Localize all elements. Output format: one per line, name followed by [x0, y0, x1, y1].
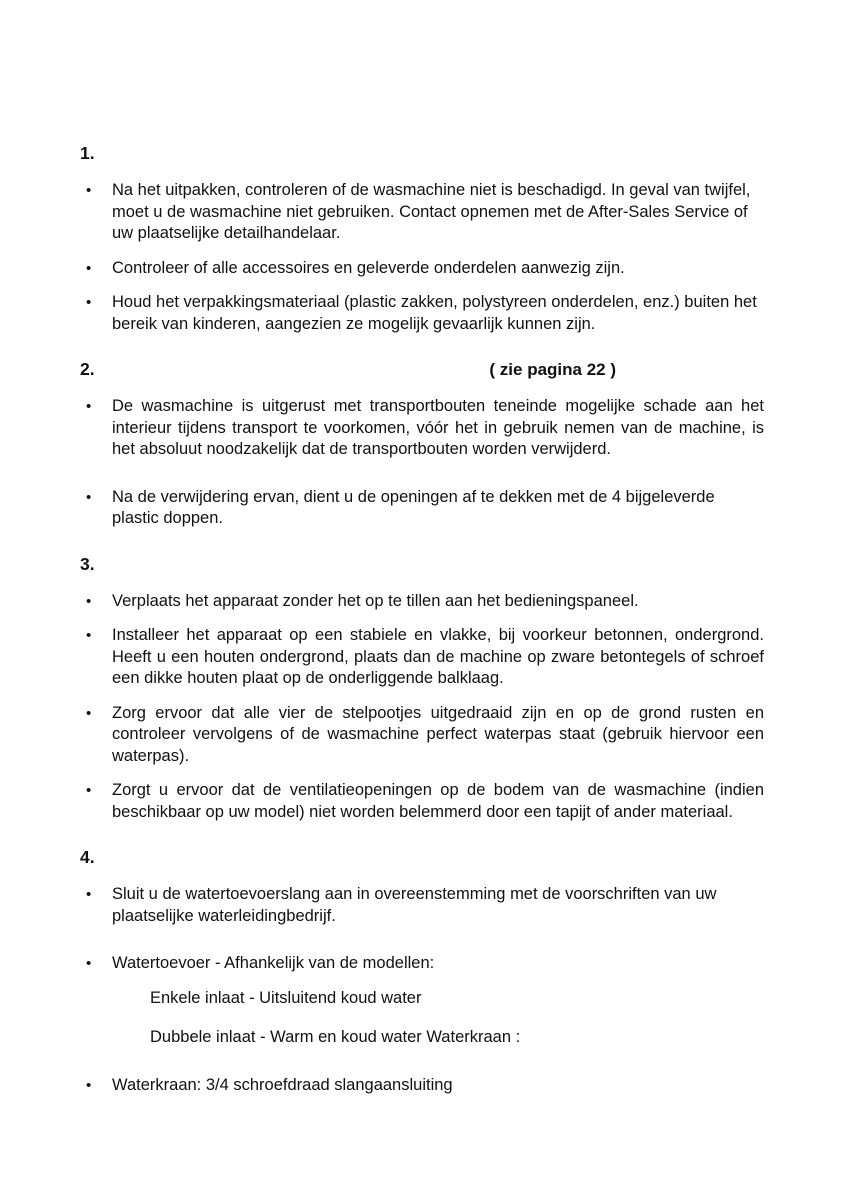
bullet-text: Sluit u de watertoevoerslang aan in overeenstemming met de voorschriften van uw plaatselijke waterleidingbedrijf.	[112, 885, 717, 925]
section-1-header	[80, 143, 764, 164]
bullet-icon: •	[86, 1076, 92, 1094]
bullet-text: Watertoevoer - Afhankelijk van de modellen:	[112, 954, 435, 972]
list-item	[80, 703, 764, 768]
list-item	[80, 1075, 764, 1097]
list-item	[80, 258, 764, 280]
section-4-number: 4.	[80, 847, 95, 867]
bullet-text: Zorg ervoor dat alle vier de stelpootjes uitgedraaid zijn en op de grond rusten en controleer vervolgens of de wasmachine perfect waterpas staat (gebruik hiervoor een waterpas).	[112, 703, 764, 765]
bullet-text: Controleer of alle accessoires en geleverde onderdelen aanwezig zijn.	[112, 258, 625, 277]
bullet-icon: •	[86, 488, 92, 506]
bullet-text: Verplaats het apparaat zonder het op te tillen aan het bedieningspaneel.	[112, 591, 639, 610]
bullet-icon: •	[86, 782, 92, 799]
bullet-icon: •	[86, 627, 92, 644]
section-1-number: 1.	[80, 143, 95, 163]
section-2-heading: ( zie pagina 22 )	[489, 360, 616, 379]
bullet-text: Installeer het apparaat op een stabiele en vlakke, bij voorkeur betonnen, ondergrond. Heeft u een houten ondergrond, plaats dan de machine op zware betontegels of schroef een dikke houten plaat op de onderliggende balklaag.	[112, 626, 764, 687]
bullet-icon: •	[86, 886, 92, 903]
sub-item: Dubbele inlaat - Warm en koud water Waterkraan :	[150, 1028, 521, 1046]
section-3-number: 3.	[80, 553, 95, 574]
bullet-icon: •	[86, 182, 92, 199]
section-2-number: 2.	[80, 359, 95, 379]
bullet-icon: •	[86, 398, 92, 415]
list-item	[80, 487, 764, 530]
bullet-text: Waterkraan: 3/4 schroefdraad slangaansluiting	[112, 1075, 453, 1094]
sub-item: Enkele inlaat - Uitsluitend koud water	[150, 988, 422, 1007]
section-4-header	[80, 847, 764, 868]
list-item	[80, 396, 764, 461]
list-item	[80, 625, 764, 690]
section-2-header	[80, 359, 764, 380]
list-item	[80, 780, 764, 823]
list-item	[80, 953, 764, 975]
list-item	[80, 180, 764, 245]
bullet-icon: •	[86, 259, 92, 277]
bullet-icon: •	[86, 294, 92, 311]
bullet-text: De wasmachine is uitgerust met transportbouten teneinde mogelijke schade aan het interieur tijdens transport te voorkomen, vóór het in gebruik nemen van de machine, is het absoluut noodzakelijk dat de transportbouten worden verwijderd.	[112, 397, 764, 458]
bullet-text: Na het uitpakken, controleren of de wasmachine niet is beschadigd. In geval van twijfel, moet u de wasmachine niet gebruiken. Contact opnemen met de After-Sales Service of uw plaatselijke detailhandelaar.	[112, 181, 751, 242]
bullet-icon: •	[86, 704, 92, 722]
bullet-icon: •	[86, 955, 92, 972]
list-item	[80, 292, 764, 335]
section-3-header	[80, 554, 764, 575]
bullet-text: Na de verwijdering ervan, dient u de openingen af te dekken met de 4 bijgeleverde plastic doppen.	[112, 487, 715, 527]
bullet-text: Zorgt u ervoor dat de ventilatieopeningen op de bodem van de wasmachine (indien beschikbaar op uw model) niet worden belemmerd door een tapijt of ander materiaal.	[112, 781, 764, 821]
list-item	[80, 591, 764, 613]
list-item	[80, 884, 764, 927]
bullet-icon: •	[86, 592, 92, 610]
bullet-text: Houd het verpakkingsmateriaal (plastic zakken, polystyreen onderdelen, enz.) buiten het bereik van kinderen, aangezien ze mogelijk gevaarlijk kunnen zijn.	[112, 293, 757, 333]
